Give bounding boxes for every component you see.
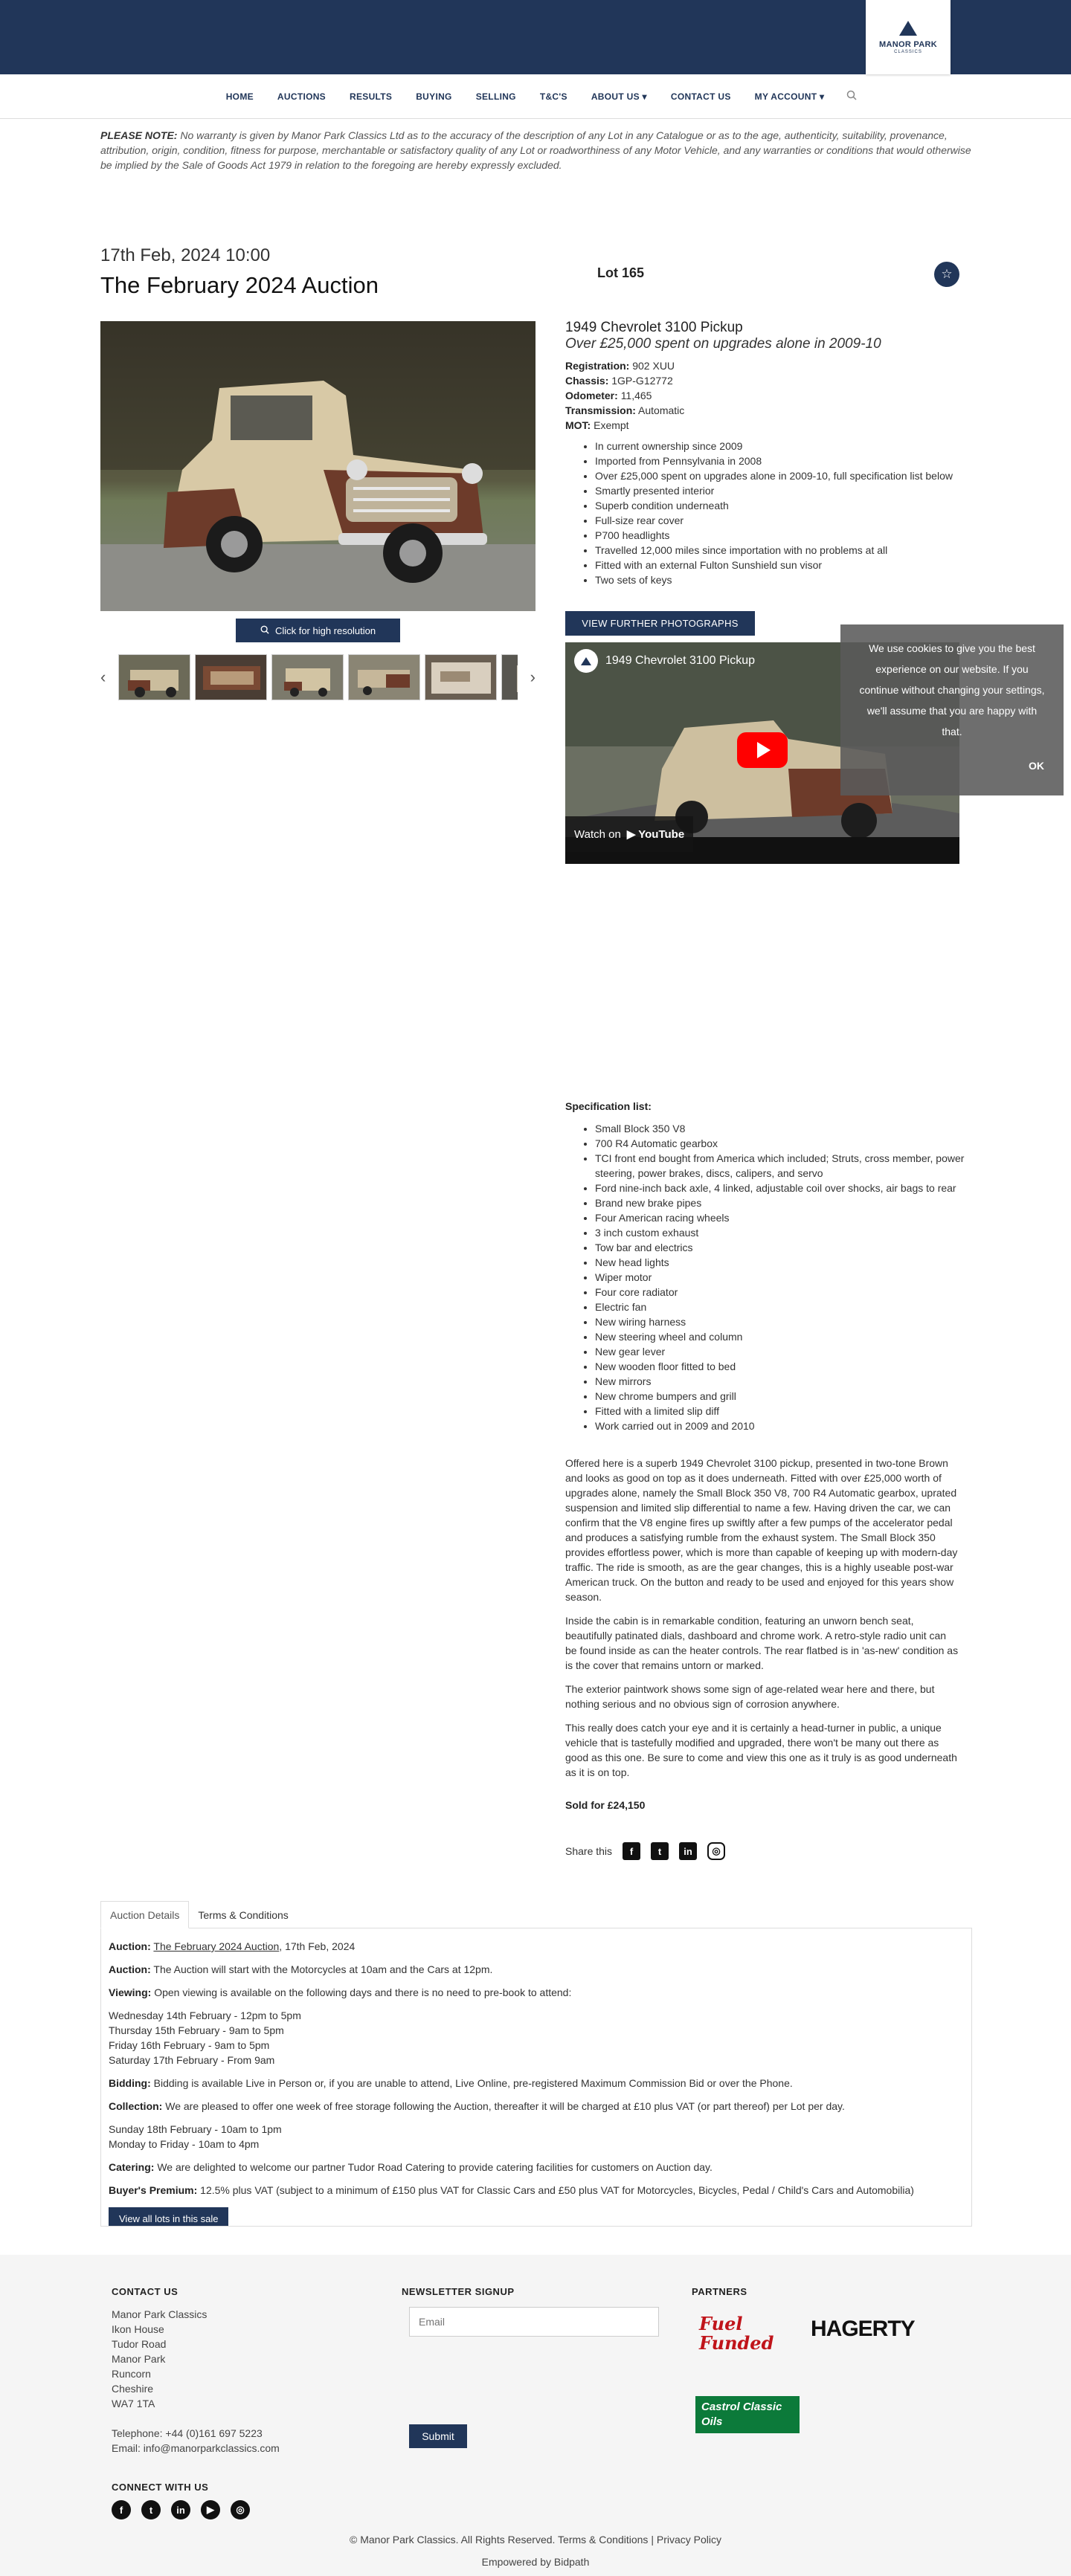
instagram-icon[interactable]: ◎ xyxy=(707,1842,725,1860)
star-icon: ☆ xyxy=(941,267,953,281)
newsletter-submit-button[interactable]: Submit xyxy=(409,2424,467,2448)
list-item: • New steering wheel and column xyxy=(595,1329,967,1344)
lot-number: Lot 165 xyxy=(597,265,645,280)
list-item: • Superb condition underneath xyxy=(595,498,967,513)
detail-label: Auction: xyxy=(109,1963,151,1975)
detail-label: Auction: xyxy=(109,1940,151,1952)
list-item: • Wiper motor xyxy=(595,1270,967,1285)
partner-hagerty[interactable]: HAGERTY xyxy=(811,2317,915,2341)
auction-date: 17th Feb, 2024 10:00 xyxy=(100,245,271,265)
list-item: • New head lights xyxy=(595,1255,967,1270)
auction-link[interactable]: The February 2024 Auction xyxy=(153,1940,280,1952)
viewing-day: Thursday 15th February - 9am to 5pm xyxy=(109,2024,284,2036)
detail-auction xyxy=(109,1939,964,1954)
lot-highlights xyxy=(580,439,967,587)
footer-partners xyxy=(692,2285,959,2463)
auction-title: The February 2024 Auction xyxy=(100,272,379,298)
footer-email[interactable]: Email: info@manorparkclassics.com xyxy=(112,2442,280,2454)
list-item: • TCI front end bought from America which included; Struts, cross member, power steering, power brakes, discs, calipers, and servo xyxy=(595,1151,967,1181)
share-label: Share this xyxy=(565,1845,613,1857)
detail-catering xyxy=(109,2160,964,2175)
viewing-days xyxy=(109,2008,964,2067)
youtube-label: YouTube xyxy=(638,828,685,841)
detail-bidding xyxy=(109,2076,964,2091)
footer-newsletter xyxy=(402,2285,699,2478)
list-item: • Over £25,000 spent on upgrades alone in 2009-10, full specification list below xyxy=(595,468,967,483)
nav-home[interactable]: HOME xyxy=(225,91,254,102)
auction-date-text: , 17th Feb, 2024 xyxy=(279,1940,356,1952)
youtube-logo-icon: ▶ YouTube xyxy=(626,828,685,841)
view-all-lots-button[interactable]: View all lots in this sale xyxy=(109,2207,228,2227)
logo-mark-icon xyxy=(899,21,917,36)
thumbnail-6[interactable] xyxy=(501,654,518,700)
list-item: • New chrome bumpers and grill xyxy=(595,1389,967,1404)
detail-text: 12.5% plus VAT (subject to a minimum of £150 plus VAT for Classic Cars and £50 plus VAT for Motorcycles, Bicycles, Pedal / Child's Cars and Automobilia) xyxy=(200,2184,914,2196)
list-item: • New wooden floor fitted to bed xyxy=(595,1359,967,1374)
nav-tcs[interactable]: T&C'S xyxy=(539,91,567,102)
detail-text: The Auction will start with the Motorcycles at 10am and the Cars at 12pm. xyxy=(153,1963,493,1975)
partners-heading: PARTNERS xyxy=(692,2286,747,2297)
watch-star-button[interactable] xyxy=(934,262,959,287)
address-line: WA7 1TA xyxy=(112,2398,155,2409)
spec-label: Registration: xyxy=(565,360,630,372)
connect-heading: CONNECT WITH US xyxy=(112,2482,209,2493)
description-paragraph: Offered here is a superb 1949 Chevrolet 3100 pickup, presented in two-tone Brown and looks as good on top as it does underneath. Fitted with over £25,000 worth of upgrades alone, namely the Small Block 350 V8, 700 R4 Automatic gearbox, uprated suspension and limited slip differential to name a few. Having driven the car, we can confirm that the V8 engine fires up swiftly after a few pumps of the accelerator pedal and produces a satisfying rumble from the exhaust system. The Small Block 350 provides effortless power, which is more than capable of keeping up with modern-day traffic. The ride is smooth, as are the gear changes, this is a highly useable post-war American truck. On the button and ready to be used and enjoyed for this years show season. xyxy=(565,1457,958,1603)
description-paragraph: This really does catch your eye and it is certainly a head-turner in public, a unique vehicle that is tastefully modified and upgraded, there won't be many out there as good as this one. Be sure to come and view this one as it truly is as good underneath as it is on top. xyxy=(565,1722,957,1778)
spec-registration xyxy=(565,358,684,373)
footer-telephone[interactable]: Telephone: +44 (0)161 697 5223 xyxy=(112,2427,263,2439)
list-item: • Two sets of keys xyxy=(595,572,967,587)
detail-label: Viewing: xyxy=(109,1986,152,1998)
twitter-icon[interactable]: t xyxy=(141,2500,161,2519)
tab-auction-details[interactable]: Auction Details xyxy=(100,1901,189,1928)
list-item: • Ford nine-inch back axle, 4 linked, adjustable coil over shocks, air bags to rear xyxy=(595,1181,967,1195)
list-item: • 3 inch custom exhaust xyxy=(595,1225,967,1240)
detail-buyers-premium xyxy=(109,2183,964,2198)
notice-text: No warranty is given by Manor Park Classics Ltd as to the accuracy of the description of any Lot in any Catalogue or as to the age, authenticity, suitability, provenance, attribution, origin, condition, fitness for purpose, merchantable or satisfactory quality of any Lot or roadworthiness of any Motor Vehicle, and any warranties or conditions that would otherwise be implied by the Sale of Goods Act 1979 in relation to the foregoing are hereby expressly excluded. xyxy=(100,129,971,171)
youtube-icon[interactable]: ▶ xyxy=(201,2500,220,2519)
contact-heading: CONTACT US xyxy=(112,2286,178,2297)
spec-label: Chassis: xyxy=(565,375,609,387)
newsletter-heading: NEWSLETTER SIGNUP xyxy=(402,2286,515,2297)
high-resolution-label: Click for high resolution xyxy=(274,624,376,636)
list-item: • Small Block 350 V8 xyxy=(595,1121,967,1136)
specification-heading: Specification list: xyxy=(565,1100,652,1112)
spec-label: Odometer: xyxy=(565,390,618,401)
thumbnail-3[interactable] xyxy=(271,654,344,700)
main-lot-photo[interactable] xyxy=(100,321,536,611)
detail-text: We are pleased to offer one week of free storage following the Auction, thereafter it will be charged at £10 plus VAT (or part thereof) per Lot per day. xyxy=(165,2100,845,2112)
linkedin-icon[interactable]: in xyxy=(679,1842,697,1860)
linkedin-icon[interactable]: in xyxy=(171,2500,190,2519)
watch-on-youtube-button[interactable] xyxy=(565,816,693,852)
list-item: • Four American racing wheels xyxy=(595,1210,967,1225)
newsletter-email-input[interactable] xyxy=(409,2307,659,2337)
specification-list xyxy=(580,1121,967,1433)
collection-days xyxy=(109,2122,964,2151)
spec-odometer xyxy=(565,388,684,403)
facebook-icon[interactable]: f xyxy=(623,1842,640,1860)
detail-label: Catering: xyxy=(109,2161,155,2173)
detail-label: Collection: xyxy=(109,2100,163,2112)
address-line: Manor Park Classics xyxy=(112,2308,208,2320)
nav-buying[interactable]: BUYING xyxy=(416,91,452,102)
spec-transmission xyxy=(565,403,684,418)
detail-text: Bidding is available Live in Person or, if you are unable to attend, Live Online, pre-registered Maximum Commission Bid or over the Phone. xyxy=(153,2077,793,2089)
spec-value: Exempt xyxy=(594,419,629,431)
spec-mot xyxy=(565,418,684,433)
list-item: • Tow bar and electrics xyxy=(595,1240,967,1255)
footer-connect xyxy=(112,2482,250,2519)
detail-viewing xyxy=(109,1985,964,2000)
thumbnail-4[interactable] xyxy=(348,654,420,700)
detail-text: We are delighted to welcome our partner Tudor Road Catering to provide catering facilities for customers on Auction day. xyxy=(157,2161,713,2173)
sold-price: Sold for £24,150 xyxy=(565,1799,646,1811)
list-item: • Electric fan xyxy=(595,1300,967,1314)
spec-value: Automatic xyxy=(638,404,685,416)
cookie-ok-button[interactable]: OK xyxy=(1029,760,1044,772)
twitter-icon[interactable]: t xyxy=(651,1842,669,1860)
detail-label: Buyer's Premium: xyxy=(109,2184,198,2196)
nav-my-account[interactable]: MY ACCOUNT ▾ xyxy=(754,91,825,102)
thumbnail-list xyxy=(118,653,518,705)
viewing-day: Wednesday 14th February - 12pm to 5pm xyxy=(109,2010,301,2021)
spec-label: MOT: xyxy=(565,419,591,431)
address-line: Ikon House xyxy=(112,2323,164,2335)
top-bar xyxy=(0,0,1071,74)
list-item: • New wiring harness xyxy=(595,1314,967,1329)
warranty-notice xyxy=(100,128,972,172)
nav-auctions[interactable]: AUCTIONS xyxy=(277,91,326,102)
spec-value: 11,465 xyxy=(620,390,652,401)
logo-sub: CLASSICS xyxy=(894,49,922,54)
list-item: • Imported from Pennsylvania in 2008 xyxy=(595,453,967,468)
instagram-icon[interactable]: ◎ xyxy=(231,2500,250,2519)
list-item: • In current ownership since 2009 xyxy=(595,439,967,453)
magnify-icon xyxy=(260,625,269,636)
chevron-left-icon[interactable]: ‹ xyxy=(100,668,106,686)
video-title[interactable]: 1949 Chevrolet 3100 Pickup xyxy=(605,654,756,667)
thumbnail-carousel xyxy=(100,653,536,705)
viewing-day: Saturday 17th February - From 9am xyxy=(109,2054,275,2066)
auction-tabs xyxy=(100,1901,298,1928)
list-item: • Work carried out in 2009 and 2010 xyxy=(595,1418,967,1433)
list-item: • New gear lever xyxy=(595,1344,967,1359)
view-further-photographs-button[interactable]: VIEW FURTHER PHOTOGRAPHS xyxy=(565,611,755,636)
partner-castrol[interactable]: Castrol Classic Oils xyxy=(695,2396,800,2433)
address-line: Runcorn xyxy=(112,2368,151,2380)
facebook-icon[interactable]: f xyxy=(112,2500,131,2519)
thumbnail-5[interactable] xyxy=(425,654,497,700)
logo-name: MANOR PARK xyxy=(879,39,937,49)
lot-specs xyxy=(565,358,684,433)
list-item: • P700 headlights xyxy=(595,528,967,543)
list-item: • Full-size rear cover xyxy=(595,513,967,528)
play-icon xyxy=(757,742,771,758)
collection-day: Sunday 18th February - 10am to 1pm xyxy=(109,2123,282,2135)
site-footer xyxy=(0,2255,1071,2576)
list-item: • Travelled 12,000 miles since importation with no problems at all xyxy=(595,543,967,558)
site-logo[interactable] xyxy=(866,0,951,74)
list-item: • Fitted with an external Fulton Sunshield sun visor xyxy=(595,558,967,572)
footer-powered-by[interactable]: Empowered by Bidpath xyxy=(481,2556,590,2568)
viewing-day: Friday 16th February - 9am to 5pm xyxy=(109,2039,270,2051)
address-line: Cheshire xyxy=(112,2383,154,2395)
play-button[interactable] xyxy=(737,732,788,768)
list-item: • Fitted with a limited slip diff xyxy=(595,1404,967,1418)
high-resolution-button[interactable] xyxy=(236,619,400,642)
notice-label: PLEASE NOTE: xyxy=(100,129,178,141)
nav-results[interactable]: RESULTS xyxy=(350,91,393,102)
spec-label: Transmission: xyxy=(565,404,636,416)
cookie-banner xyxy=(840,624,1064,795)
detail-label: Bidding: xyxy=(109,2077,151,2089)
list-item: • 700 R4 Automatic gearbox xyxy=(595,1136,967,1151)
share-bar xyxy=(565,1842,725,1860)
search-icon[interactable] xyxy=(836,90,857,103)
auction-details-panel xyxy=(100,1928,972,2227)
channel-avatar[interactable] xyxy=(574,649,598,673)
spec-chassis xyxy=(565,373,684,388)
lot-subtitle: Over £25,000 spent on upgrades alone in 2009-10 xyxy=(565,336,881,352)
list-item: • Smartly presented interior xyxy=(595,483,967,498)
watch-on-label: Watch on xyxy=(574,827,621,841)
description-paragraph: Inside the cabin is in remarkable condition, featuring an unworn bench seat, beautifully patinated dials, dashboard and chrome work. A retro-style radio unit can be found inside as can the heater controls. The rear flatbed is in 'as-new' condition as is the cover that remains untorn or marked. xyxy=(565,1615,959,1671)
list-item: • Four core radiator xyxy=(595,1285,967,1300)
nav-selling[interactable]: SELLING xyxy=(475,91,516,102)
list-item: • New mirrors xyxy=(595,1374,967,1389)
detail-auction-times xyxy=(109,1962,964,1977)
address-line: Manor Park xyxy=(112,2353,166,2365)
spec-value: 902 XUU xyxy=(632,360,675,372)
collection-day: Monday to Friday - 10am to 4pm xyxy=(109,2138,260,2150)
detail-text: Open viewing is available on the following days and there is no need to pre-book to attend: xyxy=(154,1986,572,1998)
thumbnail-1[interactable] xyxy=(118,654,190,700)
detail-collection xyxy=(109,2099,964,2114)
chevron-right-icon[interactable]: › xyxy=(530,668,536,686)
nav-contact-us[interactable]: CONTACT US xyxy=(670,91,731,102)
footer-contact xyxy=(112,2285,280,2456)
partner-fuel-funded[interactable]: Fuel Funded xyxy=(699,2313,774,2354)
nav-about-us[interactable]: ABOUT US ▾ xyxy=(591,91,647,102)
list-item: • Brand new brake pipes xyxy=(595,1195,967,1210)
lot-description xyxy=(565,1456,959,1789)
description-paragraph: The exterior paintwork shows some sign of age-related wear here and there, but nothing serious and no obvious sign of corrosion anywhere. xyxy=(565,1683,935,1710)
thumbnail-2[interactable] xyxy=(195,654,267,700)
cookie-text: We use cookies to give you the best experience on our website. If you continue without changing your settings, we'll assume that you are happy with that. xyxy=(859,642,1045,737)
main-nav xyxy=(0,74,1071,119)
spec-value: 1GP-G12772 xyxy=(611,375,673,387)
lot-title: 1949 Chevrolet 3100 Pickup xyxy=(565,320,743,335)
tab-terms-conditions[interactable]: Terms & Conditions xyxy=(198,1908,289,1921)
address-line: Tudor Road xyxy=(112,2338,167,2350)
footer-copyright: © Manor Park Classics. All Rights Reserved. Terms & Conditions | Privacy Policy xyxy=(350,2534,721,2546)
